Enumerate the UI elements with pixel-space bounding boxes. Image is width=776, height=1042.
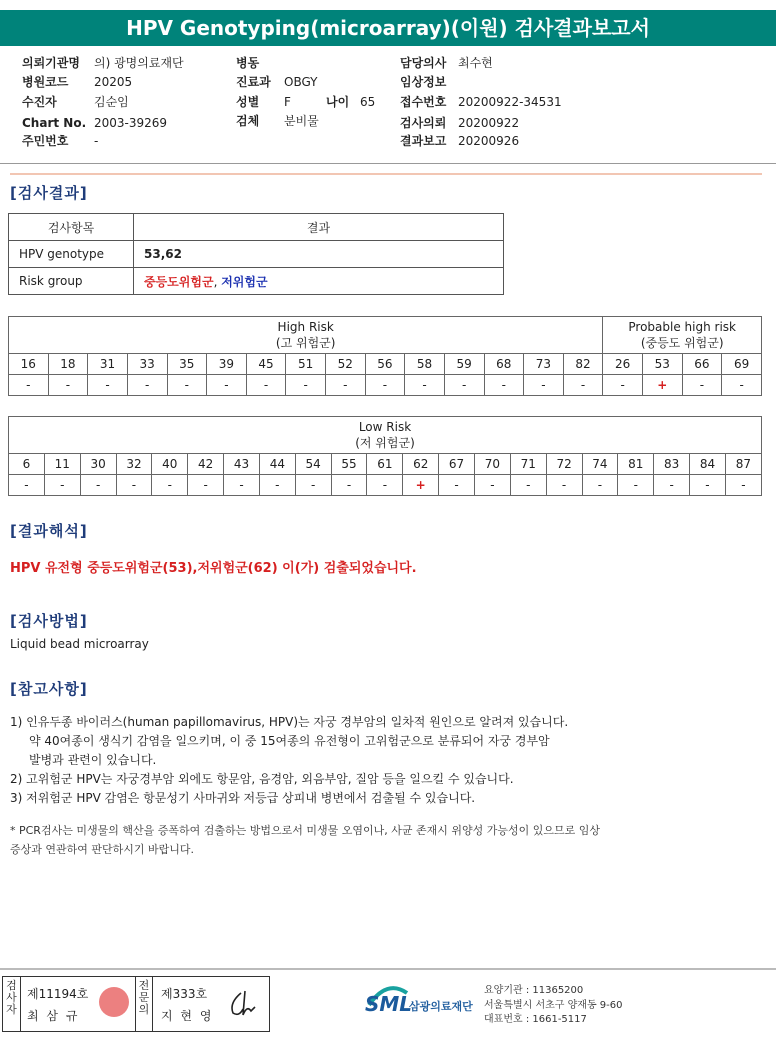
- report-date-value: 20200926: [458, 134, 520, 148]
- hpv-result-cell: -: [44, 475, 80, 496]
- hpv-type-cell: 31: [88, 354, 128, 375]
- hpv-type-cell: 30: [80, 454, 116, 475]
- hpv-result-cell: -: [9, 375, 49, 396]
- specialist-name: 지 현 영: [161, 1009, 214, 1023]
- low-risk-subtitle: (저 위험군): [355, 436, 415, 450]
- dept-value: OBGY: [284, 75, 318, 89]
- hpv-result-cell: -: [116, 475, 152, 496]
- hpv-result-cell: -: [152, 475, 188, 496]
- method-text: Liquid bead microarray: [10, 637, 149, 651]
- hospital-code-value: 20205: [94, 75, 133, 89]
- hpv-type-cell: 56: [365, 354, 405, 375]
- hpv-result-cell: -: [207, 375, 247, 396]
- hpv-type-cell: 45: [246, 354, 286, 375]
- hpv-result-cell: -: [439, 475, 475, 496]
- hpv-result-cell: -: [127, 375, 167, 396]
- agency-number: 요양기관 : 11365200: [484, 985, 584, 996]
- receipt-value: 20200922-34531: [458, 95, 562, 109]
- hpv-result-cell: -: [405, 375, 445, 396]
- interpretation-text: HPV 유전형 중등도위험군(53),저위험군(62) 이(가) 검출되었습니다.: [10, 561, 417, 576]
- institution-label: 의뢰기관명: [22, 56, 80, 70]
- probable-high-risk-subtitle: (중등도 위험군): [640, 336, 724, 350]
- hpv-type-cell: 6: [9, 454, 45, 475]
- genotype-label: HPV genotype: [9, 241, 134, 268]
- risk-group-label: Risk group: [9, 268, 134, 295]
- pcr-note-line-1: * PCR검사는 미생물의 핵산을 증폭하여 검출하는 방법으로서 미생물 오염이나, 사균 존재시 위양성 가능성이 있으므로 임상: [10, 824, 600, 837]
- sex-value: F: [284, 95, 291, 109]
- low-risk-header: [9, 417, 762, 454]
- request-value: 20200922: [458, 116, 520, 130]
- hpv-type-cell: 70: [474, 454, 510, 475]
- clinical-label: 임상정보: [400, 75, 447, 89]
- probable-high-risk-header: [603, 317, 762, 354]
- hpv-result-cell: -: [80, 475, 116, 496]
- doctor-label: 담당의사: [400, 56, 447, 70]
- hpv-result-cell: -: [365, 375, 405, 396]
- hpv-result-cell: -: [444, 375, 484, 396]
- hpv-result-cell: -: [246, 375, 286, 396]
- hpv-type-cell: 39: [207, 354, 247, 375]
- hpv-result-cell: -: [618, 475, 654, 496]
- hpv-result-cell: -: [259, 475, 295, 496]
- method-section-title: [검사방법]: [10, 612, 88, 630]
- hpv-result-cell: -: [722, 375, 762, 396]
- examinee-label: 수진자: [22, 95, 57, 109]
- hpv-result-cell: +: [643, 375, 683, 396]
- hpv-type-cell: 42: [188, 454, 224, 475]
- hpv-type-cell: 87: [725, 454, 761, 475]
- hpv-result-cell: -: [9, 475, 45, 496]
- examiner-name: 최 삼 규: [27, 1009, 80, 1023]
- hpv-result-cell: -: [563, 375, 603, 396]
- seal-stamp: [99, 987, 129, 1017]
- high-risk-header: [9, 317, 603, 354]
- hpv-result-cell: -: [48, 375, 88, 396]
- note-1-cont-b: 발병과 관련이 있습니다.: [29, 753, 157, 767]
- hpv-type-cell: 74: [582, 454, 618, 475]
- hpv-type-cell: 82: [563, 354, 603, 375]
- hpv-result-cell: -: [474, 475, 510, 496]
- org-name: 삼광의료재단: [409, 1000, 473, 1013]
- hpv-type-cell: 69: [722, 354, 762, 375]
- section-divider: [10, 173, 762, 175]
- signature-box: [2, 976, 270, 1032]
- reference-section-title: [참고사항]: [10, 680, 88, 698]
- specialist-vertical-label: 전문의: [135, 977, 153, 1031]
- hpv-result-cell: -: [367, 475, 403, 496]
- specimen-value: 분비물: [284, 114, 319, 128]
- rrn-label: 주민번호: [22, 134, 69, 148]
- hpv-type-cell: 44: [259, 454, 295, 475]
- doctor-value: 최수현: [458, 56, 493, 70]
- sml-logo-text: SML: [365, 992, 413, 1016]
- hpv-type-cell: 67: [439, 454, 475, 475]
- low-risk-results-row: [9, 475, 762, 496]
- hpv-type-cell: 59: [444, 354, 484, 375]
- hpv-result-cell: -: [167, 375, 207, 396]
- result-table: [8, 213, 504, 295]
- risk-group-sep: ,: [213, 274, 218, 289]
- chart-value: 2003-39269: [94, 116, 168, 130]
- risk-group-low: 저위험군: [221, 274, 268, 289]
- hpv-result-cell: -: [546, 475, 582, 496]
- col-item-header: 검사항목: [9, 214, 134, 241]
- request-label: 검사의뢰: [400, 116, 447, 130]
- hpv-type-cell: 53: [643, 354, 683, 375]
- signature: [225, 987, 259, 1021]
- org-phone: 대표번호 : 1661-5117: [484, 1014, 587, 1025]
- hpv-result-cell: -: [224, 475, 260, 496]
- hpv-result-cell: -: [331, 475, 367, 496]
- org-address: 서울특별시 서초구 양재동 9-60: [484, 999, 623, 1011]
- examinee-value: 김순임: [94, 95, 129, 109]
- low-risk-types-row: [9, 454, 762, 475]
- reference-notes: [10, 713, 568, 808]
- hpv-type-cell: 35: [167, 354, 207, 375]
- dept-label: 진료과: [236, 75, 271, 89]
- hpv-type-cell: 54: [295, 454, 331, 475]
- hpv-type-cell: 61: [367, 454, 403, 475]
- note-1: 1) 인유두종 바이러스(human papillomavirus, HPV)는 자궁 경부암의 일차적 원인으로 알려져 있습니다.: [10, 715, 569, 729]
- hpv-type-cell: 33: [127, 354, 167, 375]
- hpv-result-cell: -: [484, 375, 524, 396]
- hpv-type-cell: 62: [403, 454, 439, 475]
- hpv-result-cell: -: [690, 475, 726, 496]
- hospital-code-label: 병원코드: [22, 75, 69, 89]
- note-3: 3) 저위험군 HPV 감염은 항문성기 사마귀와 저등급 상피내 병변에서 검출될 수 있습니다.: [10, 791, 476, 805]
- report-title: HPV Genotyping(microarray)(이원) 검사결과보고서: [0, 10, 776, 46]
- interpretation-section-title: [결과해석]: [10, 522, 88, 540]
- hpv-result-cell: -: [88, 375, 128, 396]
- pcr-note-line-2: 증상과 연관하여 판단하시기 바랍니다.: [10, 843, 195, 856]
- hpv-type-cell: 68: [484, 354, 524, 375]
- hpv-type-cell: 26: [603, 354, 643, 375]
- probable-high-risk-title: Probable high risk: [628, 320, 736, 334]
- hpv-result-cell: -: [286, 375, 326, 396]
- hpv-type-cell: 18: [48, 354, 88, 375]
- high-risk-types-row: [9, 354, 762, 375]
- examiner-vertical-label: 검사자: [3, 977, 21, 1031]
- ward-label: 병동: [236, 56, 260, 70]
- org-contact: [484, 984, 623, 1028]
- institution-value: 의) 광명의료재단: [94, 56, 184, 70]
- hpv-type-cell: 55: [331, 454, 367, 475]
- hpv-type-cell: 51: [286, 354, 326, 375]
- low-risk-title: Low Risk: [358, 420, 412, 434]
- pcr-note: [10, 821, 600, 859]
- low-risk-table: [8, 416, 762, 496]
- hpv-result-cell: -: [524, 375, 564, 396]
- hpv-type-cell: 40: [152, 454, 188, 475]
- hpv-type-cell: 43: [224, 454, 260, 475]
- age-label: 나이: [326, 95, 350, 109]
- high-risk-table: [8, 316, 762, 396]
- note-1-cont-a: 약 40여종이 생식기 감염을 일으키며, 이 중 15여종의 유전형이 고위험군으로 분류되어 자궁 경부암: [29, 734, 550, 748]
- receipt-label: 접수번호: [400, 95, 447, 109]
- hpv-type-cell: 32: [116, 454, 152, 475]
- hpv-result-cell: -: [582, 475, 618, 496]
- report-date-label: 결과보고: [400, 134, 447, 148]
- result-section-title: [검사결과]: [10, 184, 88, 202]
- rrn-value: -: [94, 134, 99, 148]
- col-result-header: 결과: [134, 214, 504, 241]
- chart-label: Chart No.: [22, 116, 87, 130]
- hpv-type-cell: 72: [546, 454, 582, 475]
- risk-group-medium: 중등도위험군: [144, 274, 214, 289]
- hpv-type-cell: 81: [618, 454, 654, 475]
- hpv-type-cell: 52: [326, 354, 366, 375]
- high-risk-title: High Risk: [277, 320, 334, 334]
- examiner-number: 제11194호: [27, 987, 89, 1001]
- specimen-label: 검체: [236, 114, 260, 128]
- risk-group-value: [134, 268, 504, 295]
- hpv-result-cell: -: [682, 375, 722, 396]
- hpv-result-cell: -: [510, 475, 546, 496]
- hpv-type-cell: 58: [405, 354, 445, 375]
- hpv-type-cell: 16: [9, 354, 49, 375]
- hpv-result-cell: -: [603, 375, 643, 396]
- specialist-number: 제333호: [161, 987, 208, 1001]
- age-value: 65: [360, 95, 376, 109]
- note-2: 2) 고위험군 HPV는 자궁경부암 외에도 항문암, 음경암, 외음부암, 질암 등을 일으킬 수 있습니다.: [10, 772, 514, 786]
- hpv-result-cell: -: [295, 475, 331, 496]
- sex-label: 성별: [236, 95, 260, 109]
- hpv-type-cell: 11: [44, 454, 80, 475]
- hpv-result-cell: -: [654, 475, 690, 496]
- hpv-type-cell: 84: [690, 454, 726, 475]
- hpv-result-cell: -: [188, 475, 224, 496]
- hpv-result-cell: +: [403, 475, 439, 496]
- hpv-result-cell: -: [725, 475, 761, 496]
- hpv-type-cell: 73: [524, 354, 564, 375]
- hpv-type-cell: 83: [654, 454, 690, 475]
- header-divider: [0, 163, 776, 164]
- genotype-value: 53,62: [134, 241, 504, 268]
- hpv-type-cell: 71: [510, 454, 546, 475]
- hpv-type-cell: 66: [682, 354, 722, 375]
- hpv-result-cell: -: [326, 375, 366, 396]
- high-risk-subtitle: (고 위험군): [275, 336, 336, 350]
- high-risk-results-row: [9, 375, 762, 396]
